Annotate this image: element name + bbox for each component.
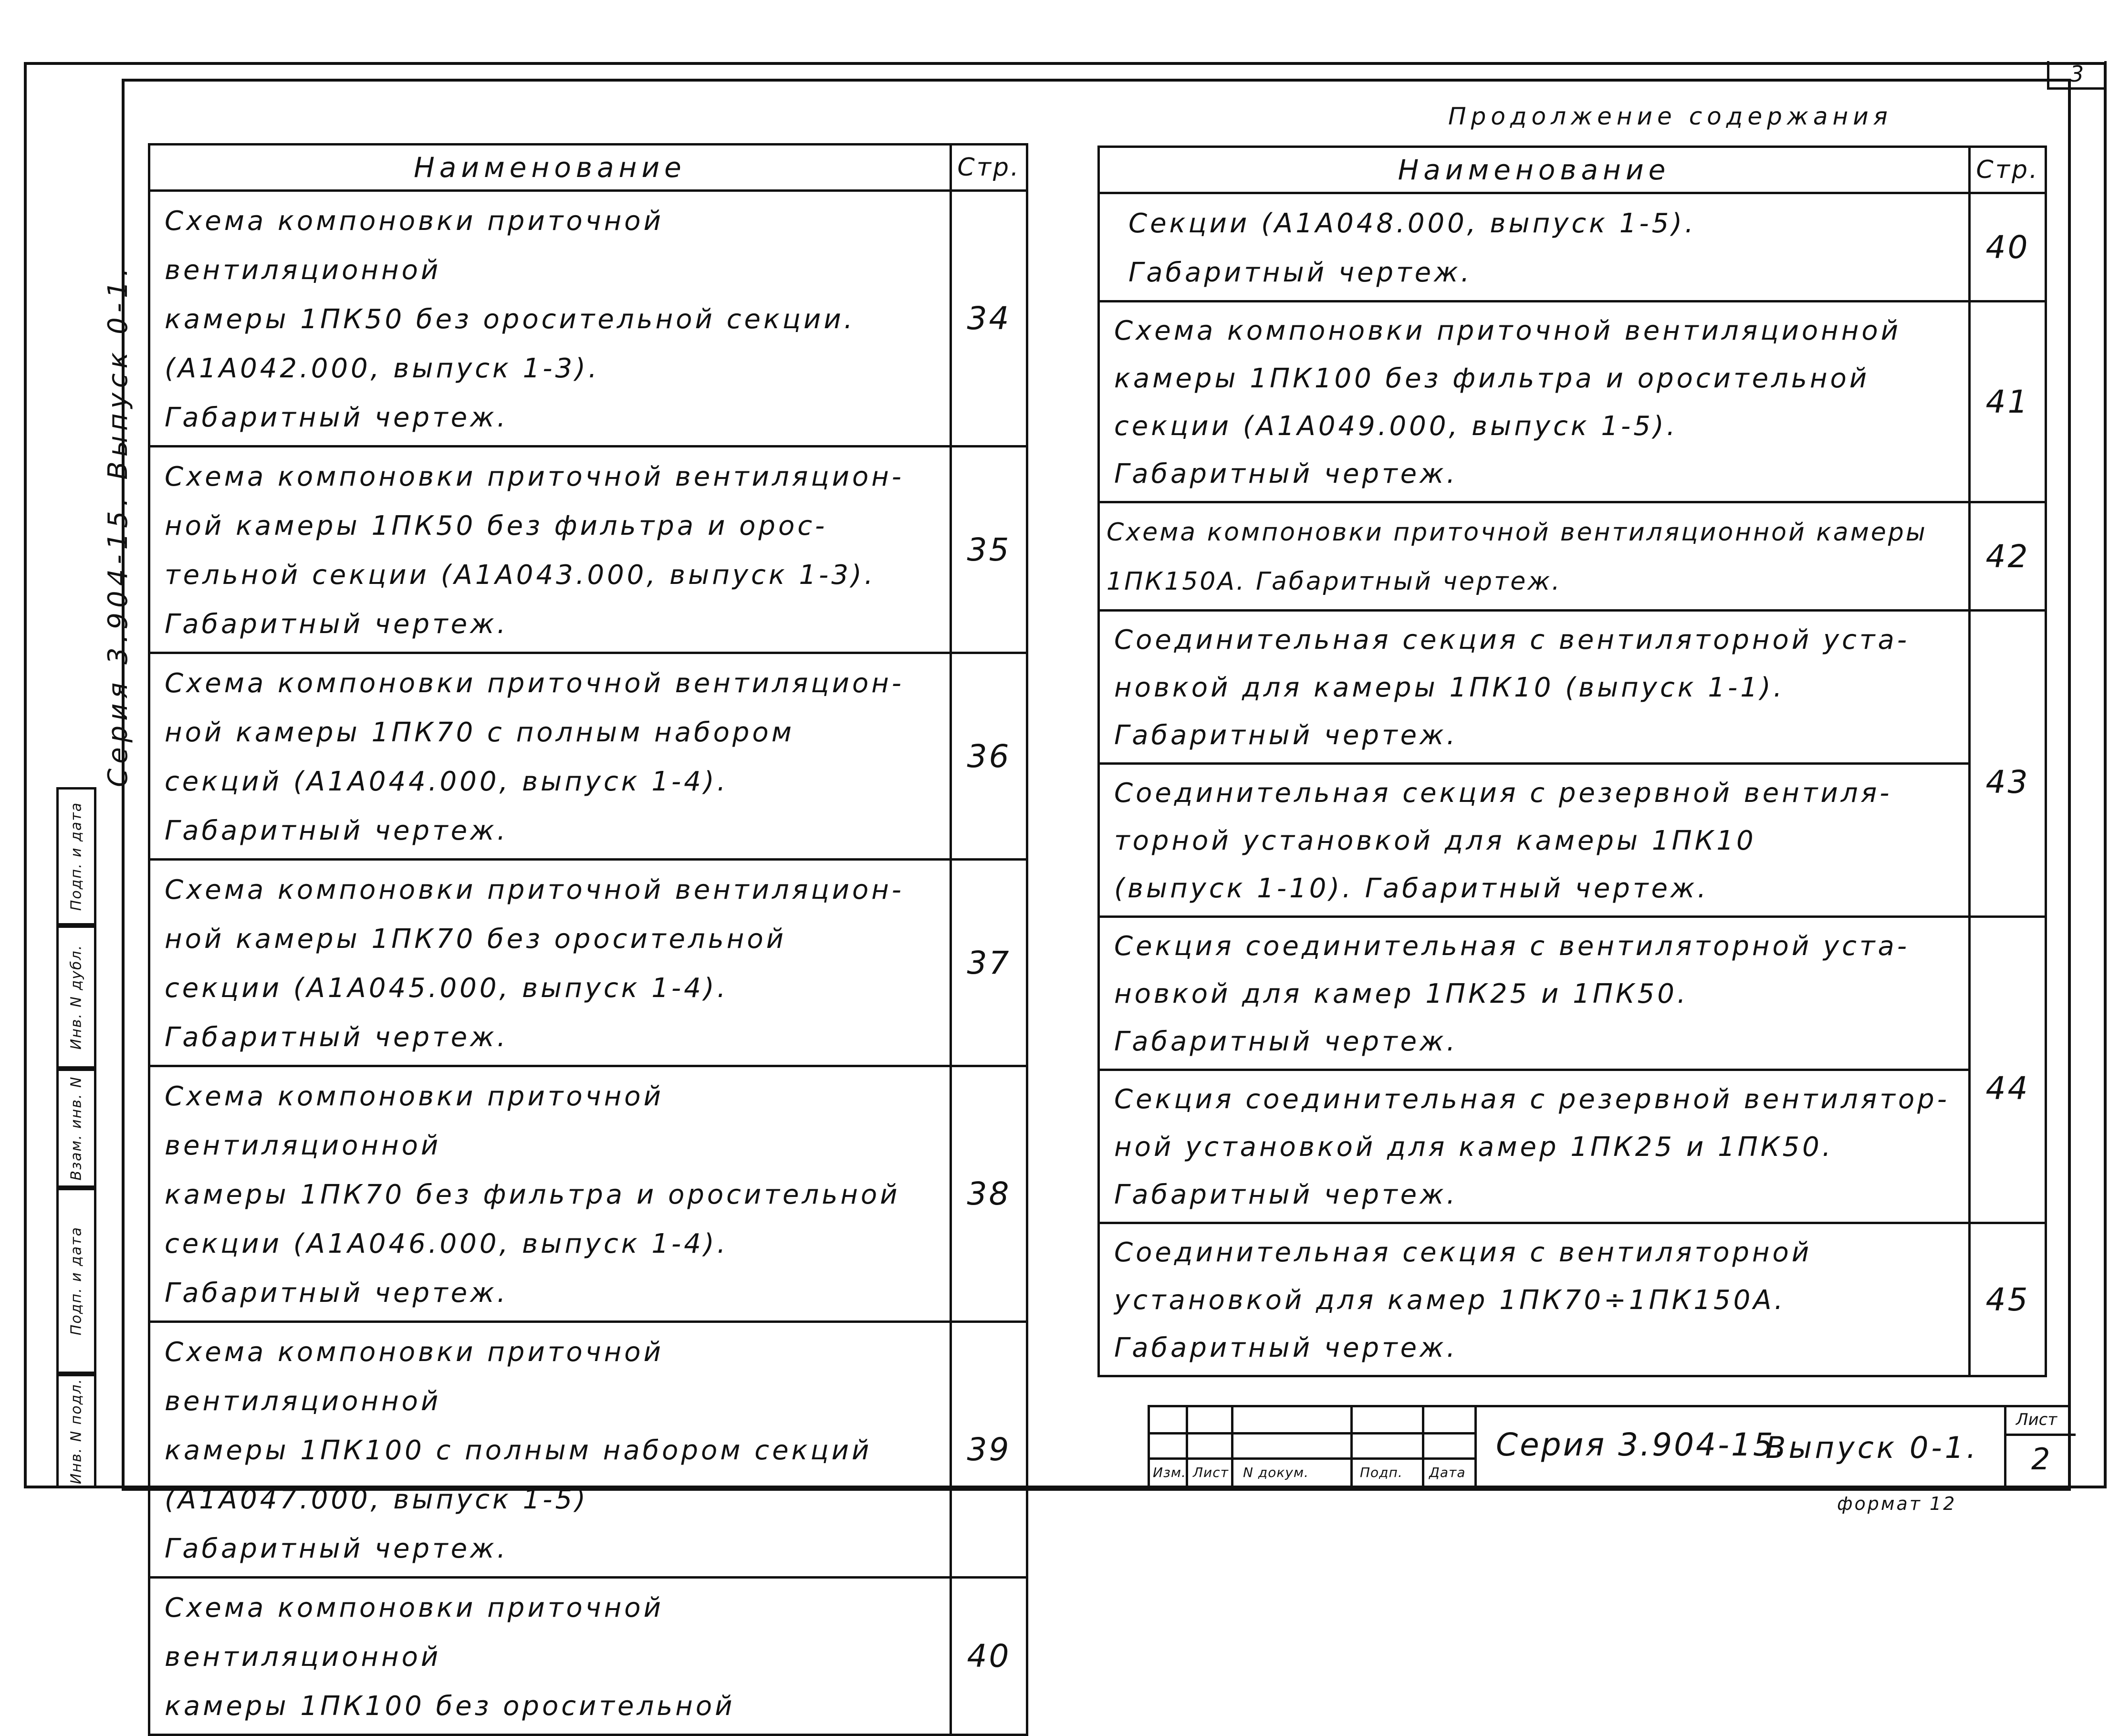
grid-line	[2006, 1434, 2076, 1436]
grid-line	[1350, 1407, 1353, 1488]
title-block	[1148, 1405, 2071, 1488]
col-label: N докум.	[1243, 1465, 1309, 1480]
stamp-label: Взам. инв. N	[68, 1076, 85, 1181]
continuation-title: Продолжение содержания	[1448, 103, 1892, 130]
row-page: 36	[951, 653, 1027, 860]
table-row	[1099, 502, 2046, 611]
row-page: 35	[951, 447, 1027, 653]
row-page: 43	[1970, 764, 2046, 917]
row-page: 41	[1970, 301, 2046, 502]
row-page: 37	[951, 860, 1027, 1066]
table-row	[149, 1322, 1027, 1578]
row-name: Соединительная секция с вентиляторной уста- новкой для камеры 1ПК10 (выпуск 1-1). Габаритный чертеж.	[1114, 624, 1910, 751]
table-row	[149, 1066, 1027, 1322]
row-name: Схема компоновки приточной вентиляционной камеры 1ПК100 с полным набором секций (А1А047.000, выпуск 1-5) Габаритный чертеж.	[165, 1337, 872, 1564]
table-row	[149, 447, 1027, 653]
table-row	[149, 1578, 1027, 1735]
stamp-cell	[56, 1188, 96, 1374]
stamp-label: Подп. и дата	[68, 801, 85, 911]
stamp-cell	[56, 1374, 96, 1488]
stamp-cell	[56, 925, 96, 1069]
row-page	[1970, 611, 2046, 764]
table-row	[149, 860, 1027, 1066]
row-name: Схема компоновки приточной вентиляционной камеры 1ПК150А. Габаритный чертеж.	[1107, 518, 1927, 596]
row-name: Схема компоновки приточной вентиляционной камеры 1ПК100 без фильтра и оросительной секции (А1А049.000, выпуск 1-5). Габаритный чертеж.	[1114, 315, 1901, 489]
stamp-cell	[56, 787, 96, 925]
right-contents-table	[1097, 146, 2047, 1377]
grid-line	[1474, 1407, 1477, 1488]
grid-line	[1422, 1407, 1424, 1488]
title-issue: Выпуск 0-1.	[1765, 1430, 1979, 1465]
left-contents-table	[148, 143, 1028, 1736]
table-row	[149, 191, 1027, 447]
table-row	[1099, 611, 2046, 764]
table-row	[1099, 917, 2046, 1070]
row-page: 45	[1970, 1223, 2046, 1376]
row-page: 44	[1970, 1070, 2046, 1223]
table-header-row	[149, 145, 1027, 191]
row-page: 40	[1970, 193, 2046, 301]
sheet-value: 2	[2031, 1442, 2050, 1476]
row-name: Секция соединительная с резервной вентилятор- ной установкой для камер 1ПК25 и 1ПК50. Габаритный чертеж.	[1114, 1084, 1950, 1210]
row-name: Соединительная секция с вентиляторной установкой для камер 1ПК70÷1ПК150А. Габаритный чертеж.	[1114, 1237, 1812, 1363]
row-name: Соединительная секция с резервной вентиля- торной установкой для камеры 1ПК10 (выпуск 1-10). Габаритный чертеж.	[1114, 778, 1892, 904]
table-header-row	[1099, 147, 2046, 193]
row-name: Схема компоновки приточной вентиляцион- ной камеры 1ПК70 без оросительной секции (А1А045.000, выпуск 1-4). Габаритный чертеж.	[165, 874, 904, 1053]
col-label: Подп.	[1360, 1465, 1403, 1480]
row-name: Секции (А1А048.000, выпуск 1-5). Габаритный чертеж.	[1128, 208, 1696, 288]
row-name: Схема компоновки приточной вентиляционной камеры 1ПК70 без фильтра и оросительной секции (А1А046.000, выпуск 1-4). Габаритный чертеж.	[165, 1081, 900, 1309]
header-name: Наименование	[149, 145, 951, 191]
row-page: 40	[951, 1578, 1027, 1735]
revision-grid	[1150, 1407, 1477, 1488]
row-page	[1970, 917, 2046, 1070]
table-row	[1099, 764, 2046, 917]
title-series: Серия 3.904-15.	[1496, 1426, 1787, 1463]
stamp-label: Подп. и дата	[68, 1226, 85, 1336]
col-label: Дата	[1429, 1465, 1466, 1480]
table-row	[1099, 1223, 2046, 1376]
col-label: Лист	[1193, 1465, 1229, 1480]
row-name: Схема компоновки приточной вентиляционной камеры 1ПК50 без оросительной секции. (А1А042.000, выпуск 1-3). Габаритный чертеж.	[165, 206, 856, 433]
side-series-label: Серия 3.904-15. Выпуск 0-1.	[103, 263, 134, 787]
row-name: Схема компоновки приточной вентиляционной камеры 1ПК100 без оросительной	[165, 1592, 735, 1722]
table-row	[1099, 193, 2046, 301]
col-label: Изм.	[1153, 1465, 1186, 1480]
row-page: 34	[951, 191, 1027, 447]
grid-line	[1150, 1457, 1477, 1460]
table-row	[149, 653, 1027, 860]
stamp-label: Инв. N подл.	[68, 1378, 85, 1485]
sheet-number: 3	[2069, 61, 2084, 87]
stamp-cell	[56, 1069, 96, 1188]
row-page: 39	[951, 1322, 1027, 1578]
row-page: 38	[951, 1066, 1027, 1322]
row-name: Схема компоновки приточной вентиляцион- ной камеры 1ПК50 без фильтра и орос- тельной секции (А1А043.000, выпуск 1-3). Габаритный чертеж.	[165, 461, 904, 640]
sheet-label: Лист	[2016, 1410, 2057, 1429]
grid-line	[1150, 1432, 1477, 1435]
row-name: Секция соединительная с вентиляторной уста- новкой для камер 1ПК25 и 1ПК50. Габаритный чертеж.	[1114, 931, 1910, 1057]
sheet-number-box	[2047, 61, 2107, 90]
row-page: 42	[1970, 502, 2046, 611]
grid-line	[1231, 1407, 1233, 1488]
row-name: Схема компоновки приточной вентиляцион- ной камеры 1ПК70 с полным набором секций (А1А044.000, выпуск 1-4). Габаритный чертеж.	[165, 668, 904, 846]
header-page: Стр.	[1970, 147, 2046, 193]
header-page: Стр.	[951, 145, 1027, 191]
stamp-label: Инв. N дубл.	[68, 944, 85, 1050]
header-name: Наименование	[1099, 147, 1970, 193]
table-row	[1099, 1070, 2046, 1223]
sheet-cell	[2004, 1407, 2073, 1488]
table-row	[1099, 301, 2046, 502]
format-label: формат 12	[1837, 1493, 1957, 1514]
